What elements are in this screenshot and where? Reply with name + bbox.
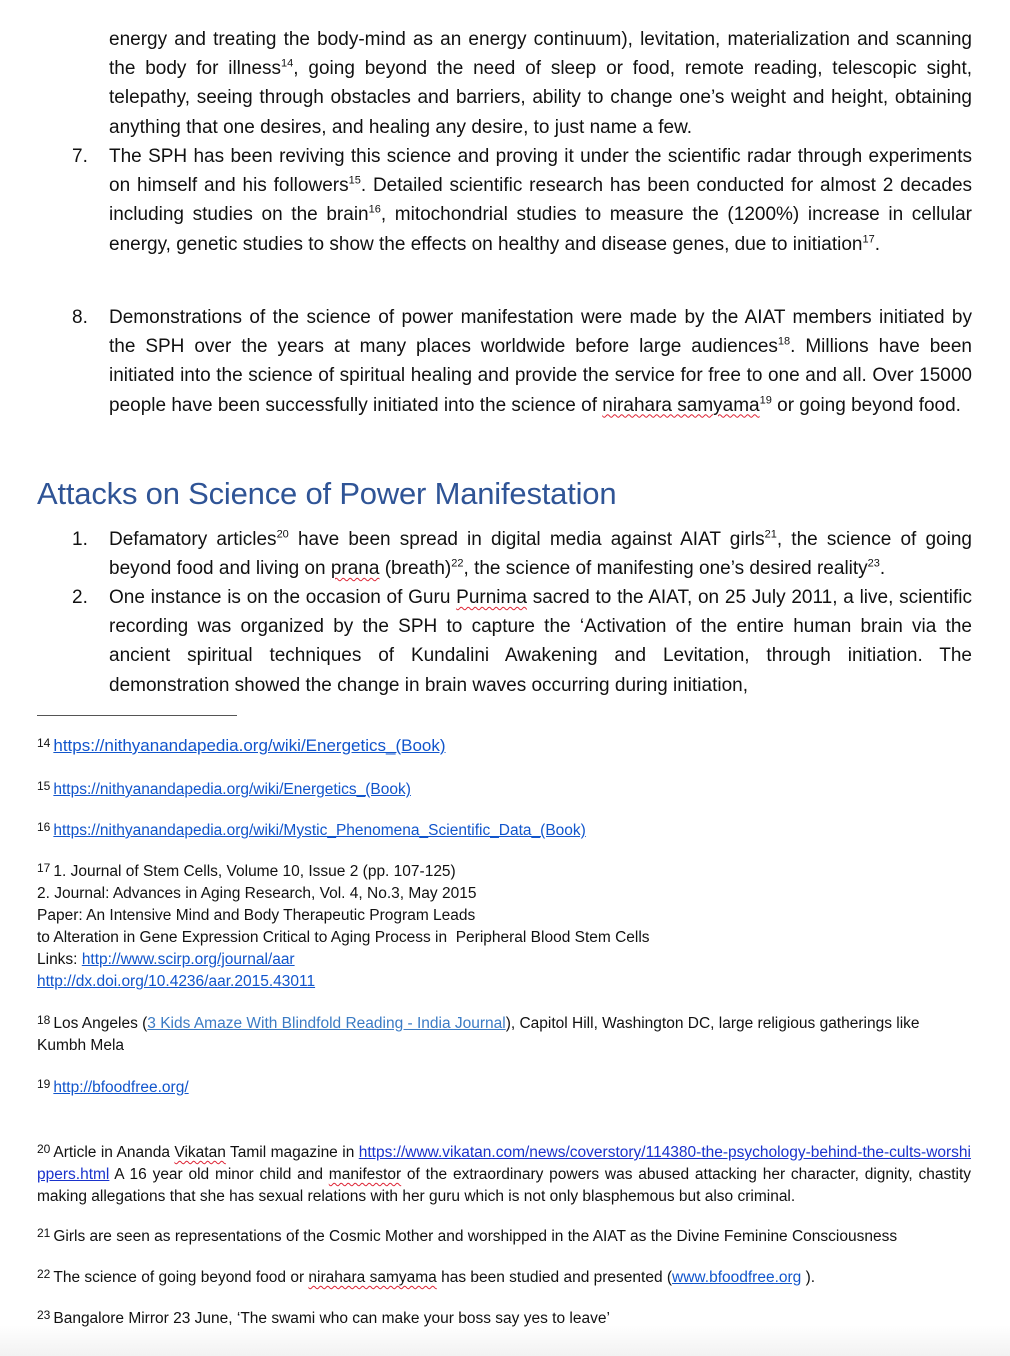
footnote-link[interactable]: http://bfoodfree.org/	[53, 1079, 189, 1096]
list-number: 1.	[72, 529, 88, 550]
footnote-20: $^{20}$ Article in Ananda Vikatan Tamil magazine in https://www.vikatan.com/news/coverstory/114380-the-psychology-behind-the-cults-worshippers.html A 16 year old minor child and manifestor of the extraordinary powers was abused attacking her character, dignity, chastity making allegations that she has sexual relations with her guru which is not only blasphemous but also criminal.	[37, 1142, 971, 1205]
footnote-23: $^{23}$ Bangalore Mirror 23 June, ‘The swami who can make your boss say yes to leave’	[37, 1308, 610, 1327]
footnote-15: $^{15}$ https://nithyanandapedia.org/wiki/Energetics_(Book)	[37, 779, 411, 798]
section-heading: Attacks on Science of Power Manifestation	[37, 476, 617, 511]
footnote-ref[interactable]: 15	[348, 174, 361, 187]
misspelled-word[interactable]: manifestor	[328, 1166, 402, 1183]
footnote-19: $^{19}$ http://bfoodfree.org/	[37, 1077, 189, 1096]
footnote-ref[interactable]: 19	[759, 394, 772, 407]
list-number: 8.	[72, 307, 88, 328]
misspelled-word[interactable]: Purnima	[456, 587, 527, 608]
footnote-ref[interactable]: 18	[777, 335, 791, 348]
footnote-ref[interactable]: 20	[276, 528, 289, 541]
footnote-16: $^{16}$ https://nithyanandapedia.org/wiki/Mystic_Phenomena_Scientific_Data_(Book)	[37, 820, 586, 839]
footnote-21: $^{21}$ Girls are seen as representations of the Cosmic Mother and worshipped in the AIAT as the Divine Feminine Consciousness	[37, 1226, 898, 1245]
misspelled-word[interactable]: nirahara samyama	[602, 394, 760, 416]
footnote-ref[interactable]: 23	[867, 557, 880, 570]
footnote-link[interactable]: http://www.scirp.org/journal/aar	[81, 951, 295, 968]
footnote-link[interactable]: https://www.vikatan.com/news/coverstory/114380-the-psychology-behind-the-cults-worshippers.html	[37, 1144, 971, 1183]
list-item: The SPH has been reviving this science and proving it under the scientific radar through experiments on himself and his followers$^{15}$. Detailed scientific research has been conducted for almost 2 decades including studies on the brain$^{16}$, mitochondrial studies to measure the (1200%) increase in cellular energy, genetic studies to show the effects on healthy and disease genes, due to initiation$^{17}$.	[109, 146, 973, 255]
list-item: Defamatory articles$^{20}$ have been spread in digital media against AIAT girls$^{21}$, the science of going beyond food and living on prana (breath)$^{22}$, the science of manifesting one’s desired reality$^{23}$.	[109, 528, 972, 580]
footnote-link[interactable]: https://nithyanandapedia.org/wiki/Energetics_(Book)	[53, 781, 411, 798]
footnote-link[interactable]: 3 Kids Amaze With Blindfold Reading - India Journal	[147, 1015, 506, 1032]
footnote-18: $^{18}$ Los Angeles (3 Kids Amaze With Blindfold Reading - India Journal), Capitol Hill, Washington DC, large religious gatherings like Kumbh Mela	[37, 1013, 920, 1054]
list-number: 7.	[72, 146, 88, 167]
footnote-ref[interactable]: 22	[451, 557, 464, 570]
footnote-14: $^{14}$ https://nithyanandapedia.org/wiki/Energetics_(Book)	[37, 736, 446, 755]
list-number: 2.	[72, 587, 88, 608]
footnote-22: $^{22}$ The science of going beyond food or nirahara samyama has been studied and presented (www.bfoodfree.org ).	[37, 1267, 816, 1286]
footnote-ref[interactable]: 17	[862, 233, 875, 246]
footnote-17: $^{17}$ 1. Journal of Stem Cells, Volume 10, Issue 2 (pp. 107-125) 2. Journal: Advances in Aging Research, Vol. 4, No.3, May 2015 Paper: An Intensive Mind and Body Therapeutic Program Leads to Alteration in Gene Expression Critical to Aging Process in Peripheral Blood Stem Cells Links: http://www.scirp.org/journal/aar http://dx.doi.org/10.4236/aar.2015.43011	[37, 861, 650, 990]
misspelled-word[interactable]: prana	[330, 558, 380, 580]
continued-paragraph: energy and treating the body-mind as an energy continuum), levitation, materialization and scanning the body for illness$^{14}$, going beyond the need of sleep or food, remote reading, telescopic sight, telepathy, seeing through obstacles and barriers, ability to change one’s weight and height, obtaining anything that one desires, and healing any desire, to just name a few.	[109, 29, 973, 138]
footnote-ref[interactable]: 21	[764, 528, 777, 541]
misspelled-word[interactable]: nirahara samyama	[308, 1269, 437, 1286]
footnote-ref[interactable]: 14	[281, 57, 294, 70]
footnote-link[interactable]: https://nithyanandapedia.org/wiki/Energetics_(Book)	[53, 736, 446, 755]
list-item: Demonstrations of the science of power manifestation were made by the AIAT members initiated by the SPH over the years at many places worldwide before large audiences$^{18}$. Millions have been initiated into the science of spiritual healing and provide the service for free to one and all. Over 15000 people have been successfully initiated into the science of nirahara samyama$^{19}$ or going beyond food.	[109, 307, 972, 416]
misspelled-word[interactable]: Vikatan	[174, 1144, 226, 1161]
footnote-separator	[37, 715, 237, 716]
footnote-link[interactable]: www.bfoodfree.org	[672, 1269, 802, 1286]
footnote-link[interactable]: http://dx.doi.org/10.4236/aar.2015.43011	[37, 973, 316, 990]
footnote-link[interactable]: https://nithyanandapedia.org/wiki/Mystic_Phenomena_Scientific_Data_(Book)	[53, 822, 586, 839]
list-item: One instance is on the occasion of Guru Purnima sacred to the AIAT, on 25 July 2011, a live, scientific recording was organized by the SPH to capture the ‘Activation of the entire human brain via the ancient spiritual techniques of Kundalini Awakening and Levitation, through initiation. The demonstration showed the change in brain waves occurring during initiation,	[109, 587, 972, 696]
footnote-ref[interactable]: 16	[368, 204, 381, 217]
